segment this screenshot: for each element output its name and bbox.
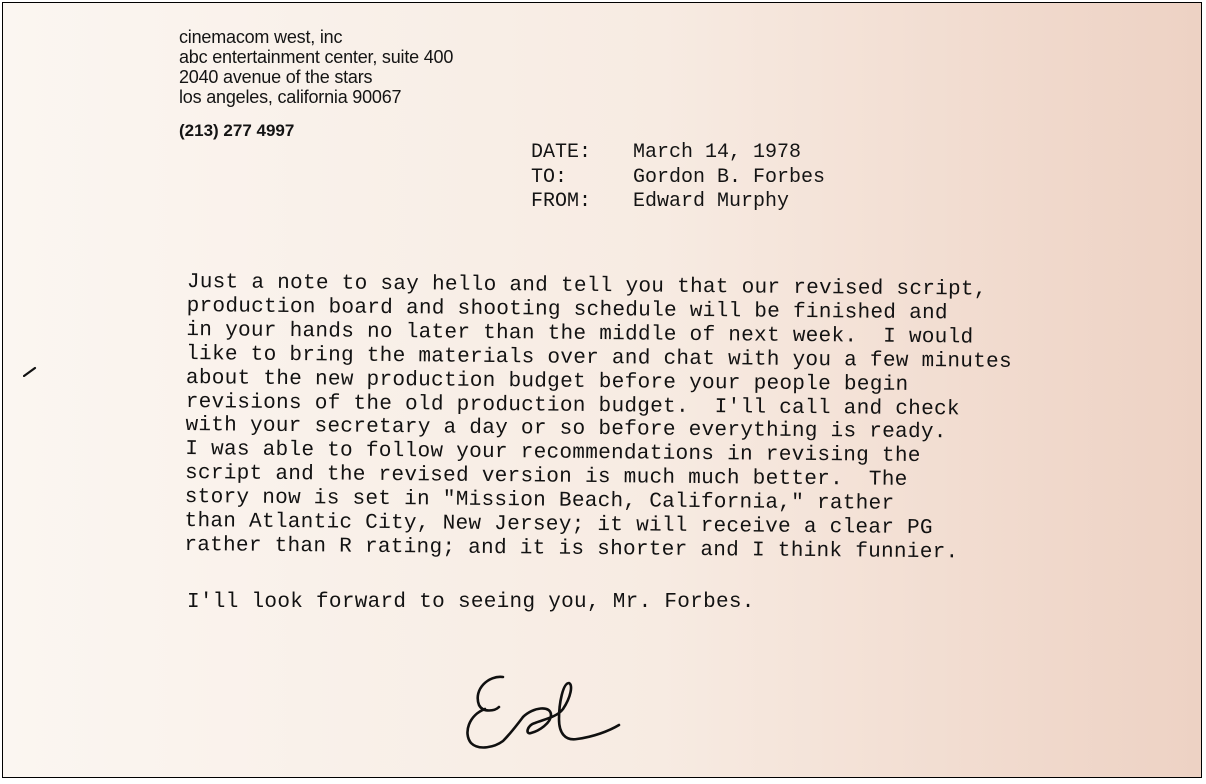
closing-line: I'll look forward to seeing you, Mr. Forbes. [187,591,755,614]
letterhead [179,27,453,107]
address-line-4: los angeles, california 90067 [179,87,402,107]
body-line: about the new production budget before your people begin [185,366,909,397]
phone-number: (213) 277 4997 [179,121,295,140]
body-line: than Atlantic City, New Jersey; it will receive a clear PG [184,510,933,541]
memo-header [531,141,825,215]
body-line: script and the revised version is much much better. The [184,462,908,493]
letter-page [2,2,1202,778]
body-line: in your hands no later than the middle of next week. I would [186,318,974,350]
memo-date-row [531,141,825,166]
date-value: March 14, 1978 [633,141,802,164]
body-line: story now is set in "Mission Beach, California," rather [184,486,895,516]
memo-from-row [531,190,825,215]
body-line: Just a note to say hello and tell you that our revised script, [186,271,987,302]
letter-body [184,271,1012,566]
company-name: cinemacom west, inc [179,27,343,47]
from-value: Edward Murphy [633,190,790,213]
body-line: I was able to follow your recommendations in revising the [185,438,921,469]
to-value: Gordon B. Forbes [633,165,826,189]
handwritten-signature [459,667,629,757]
body-line: revisions of the old production budget. I'll call and check [185,390,960,421]
body-line: with your secretary a day or so before everything is ready. [185,414,947,445]
body-line: production board and shooting schedule will be finished and [186,294,948,326]
margin-mark [23,365,37,377]
body-line: like to bring the materials over and chat with you a few minutes [186,342,1013,374]
body-line: rather than R rating; and it is shorter and I think funnier. [184,533,959,565]
address-line-2: abc entertainment center, suite 400 [179,47,454,67]
memo-to-row [531,166,825,191]
date-label: DATE: [531,141,592,164]
from-label: FROM: [531,190,592,213]
to-label: TO: [531,165,568,189]
address-line-3: 2040 avenue of the stars [179,67,373,87]
